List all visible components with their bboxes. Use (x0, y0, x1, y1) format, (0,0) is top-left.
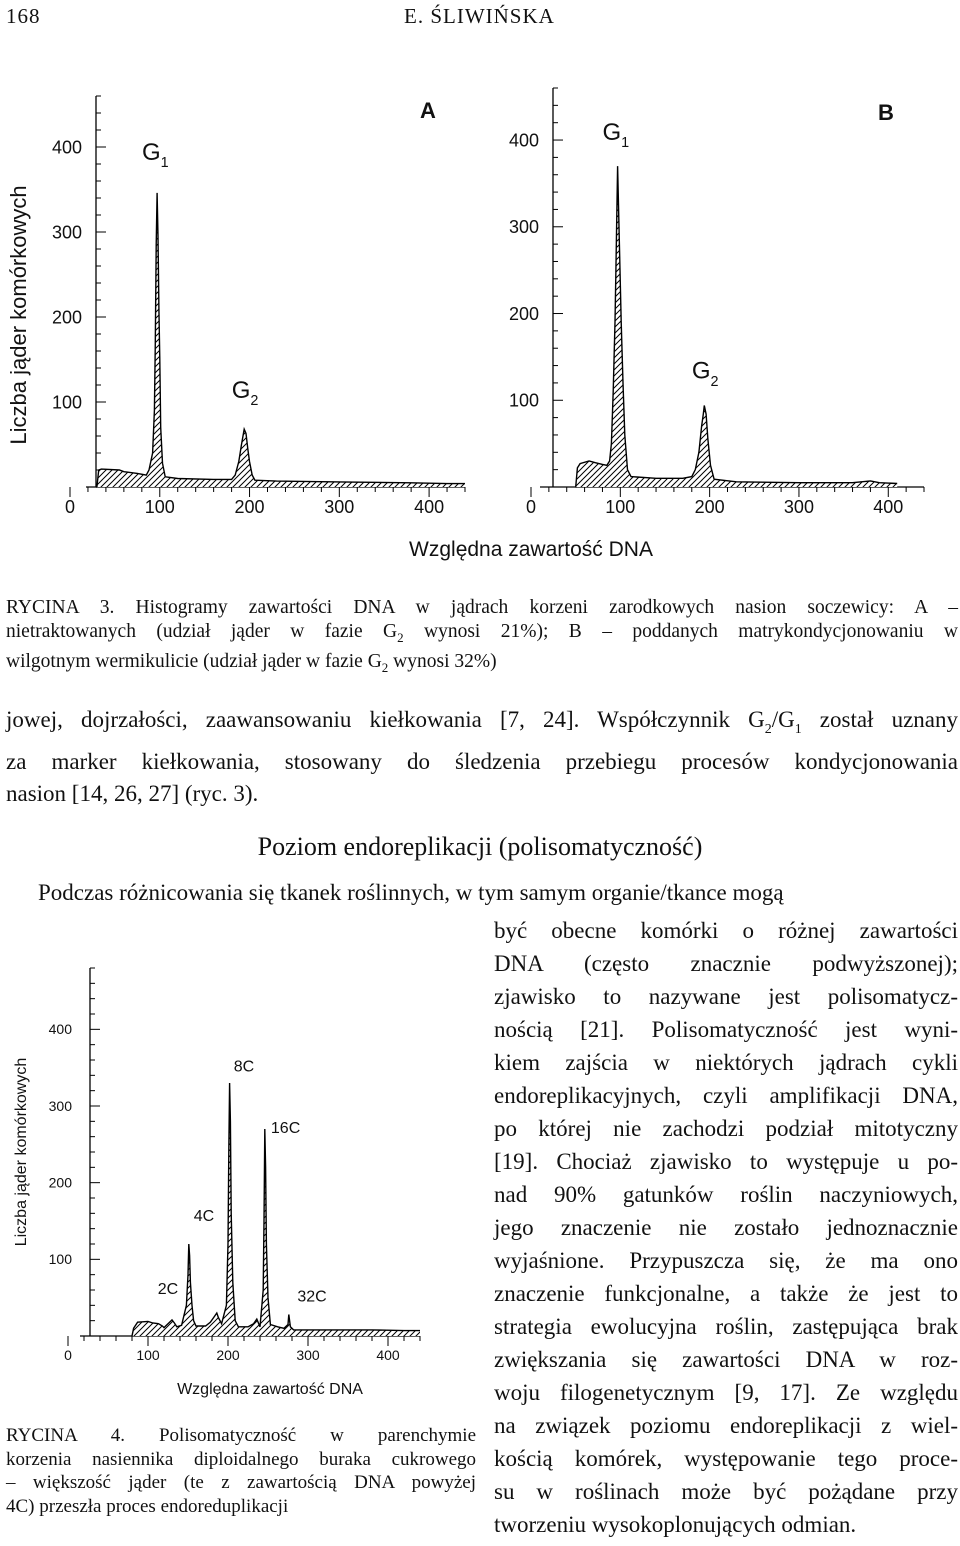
fig3b-peak-label-sub: 1 (621, 135, 630, 152)
fig3a-peak-label-sub: 1 (160, 154, 169, 171)
fig3-caption-line3-sub: 2 (381, 660, 389, 675)
para2-line: su w roślinach może być pożądane przy (494, 1479, 958, 1504)
fig3a-peak-label-main: G (231, 376, 251, 404)
para1-line1-a: jowej, dojrzałości, zaawansowaniu kiełkowania [7, 24]. Współczynnik G (6, 707, 765, 732)
fig3b-x-tick-label: 400 (873, 497, 904, 517)
fig4-peak-label-main: 8C (233, 1058, 255, 1076)
fig4-y-tick-label: 400 (48, 1021, 72, 1038)
fig4-peak-label-main: 2C (157, 1280, 179, 1298)
fig3-x-axis-label: Względna zawartość DNA (409, 538, 653, 561)
fig3-panel-a (52, 96, 465, 517)
fig3a-panel-letter: A (420, 98, 436, 123)
fig3-caption-line2-sub: 2 (397, 630, 404, 645)
para1-line3: nasion [14, 26, 27] (ryc. 3). (6, 781, 259, 806)
running-header-author: E. ŚLIWIŃSKA (404, 4, 555, 28)
fig4-y-tick-label: 300 (48, 1097, 72, 1114)
fig3a-x-tick-label: 100 (144, 497, 175, 517)
para2-line: nad 90% gatunków roślin naczyniowych, (494, 1182, 958, 1207)
para2-line: być obecne komórki o różnej zawartości (494, 918, 958, 943)
para2-line: DNA (często znacznie podwyższonej); (494, 951, 958, 976)
para2-line: strategia ewolucyjna roślin, zastępująca brak (494, 1314, 958, 1339)
fig3-caption-line3-b: wynosi 32%) (388, 651, 497, 672)
para2-first-line: Podczas różnicowania się tkanek roślinnych, w tym samym organie/tkance mogą (38, 880, 784, 905)
fig3a-y-tick-label: 400 (51, 137, 82, 158)
fig4-peak-label (297, 1289, 326, 1306)
fig3a-peak-label-sub: 2 (250, 392, 259, 409)
fig3b-y-tick-label: 100 (508, 390, 539, 411)
para2-line: kością komórek, występowanie tego proce- (494, 1446, 958, 1471)
para2-line: zjawisko to nazywane jest polisomatycz- (494, 984, 958, 1009)
fig3b-x-tick-label: 100 (605, 497, 636, 517)
fig3b-y-tick-label: 300 (508, 217, 539, 238)
fig4-caption-line: 4C) przeszła proces endoreduplikacji (6, 1495, 289, 1517)
para2-line: po której nie zachodzi podział mitotyczny (494, 1116, 958, 1141)
fig3b-peak-label (603, 119, 630, 151)
para2-line: wyjaśnione. Przypuszcza się, że ma ono (494, 1248, 958, 1273)
fig3a-x-tick-label: 300 (324, 497, 355, 517)
para1-line1 (6, 704, 958, 746)
fig3a-y-tick-label: 100 (51, 392, 82, 413)
para2-line: zwiększania się zawartości DNA w roz- (494, 1347, 958, 1372)
fig3b-x-tick-label: 300 (783, 497, 814, 517)
fig3b-x-tick-label: 200 (694, 497, 725, 517)
para1-line1-c: został uznany (801, 707, 958, 732)
fig4-x-tick-label: 300 (296, 1347, 320, 1363)
fig4-x-tick-label: 0 (64, 1347, 72, 1363)
fig3b-x-tick-label: 0 (525, 497, 537, 517)
fig4-y-tick-label: 200 (48, 1174, 72, 1191)
fig3b-peak-label-main: G (691, 357, 711, 385)
fig3b-y-tick-label: 400 (508, 130, 539, 151)
fig4-y-tick-label: 100 (48, 1251, 72, 1268)
fig3a-histogram-fill (97, 193, 465, 487)
para2-line: [19]. Chociaż zjawisko to występuje u po- (494, 1149, 958, 1174)
fig3a-x-tick-label: 200 (234, 497, 265, 517)
fig3a-peak-label (142, 139, 169, 171)
para1-line1-sub1: 1 (794, 722, 802, 737)
fig3b-peak-label (692, 358, 719, 390)
fig4-x-tick-label: 400 (376, 1347, 400, 1363)
fig4-x-tick-label: 100 (136, 1347, 160, 1363)
fig3-caption-line2-a: nietraktowanych (udział jąder w fazie G (6, 621, 398, 642)
fig4-peak-label (158, 1281, 178, 1298)
fig4-peak-label (271, 1120, 300, 1137)
section-title: Poziom endoreplikacji (polisomatyczność) (257, 832, 703, 861)
fig4-caption-line: – większość jąder (te z zawartością DNA powyżej (6, 1472, 476, 1493)
fig3b-peak-label-main: G (602, 119, 622, 147)
fig4-peak-label-main: 4C (193, 1208, 215, 1225)
para2-line: na związek poziomu endoreplikacji z wiel- (494, 1413, 958, 1438)
para2-line: kiem zajścia w niektórych jądrach cykli (494, 1050, 958, 1075)
fig3-y-axis-label: Liczba jąder komórkowych (6, 185, 31, 445)
para2-column (494, 914, 958, 1541)
para2-line: nością [21]. Polisomatyczność jest wyni- (494, 1017, 958, 1042)
fig3-caption-line2 (6, 620, 958, 650)
para1-line1-b: /G (771, 707, 795, 732)
fig3b-peak-label-sub: 2 (710, 373, 719, 390)
fig4-caption-line: korzenia nasiennika diploidalnego buraka cukrowego (6, 1448, 476, 1470)
para2-line: endoreplikacyjnych, czyli amplifikacji DNA, (494, 1083, 958, 1108)
fig3a-peak-label (232, 377, 259, 409)
figure-3 (0, 30, 960, 600)
fig3b-y-tick-label: 200 (508, 303, 539, 324)
para2-line: jego znaczenie nie zostało jednoznacznie (494, 1215, 958, 1240)
figure-3-caption (6, 596, 958, 680)
fig4-peak-label (194, 1208, 214, 1225)
fig3a-peak-label-main: G (141, 138, 161, 166)
para2-line: znaczenie funkcjonalne, a także że jest to (494, 1281, 958, 1306)
fig3-panel-b (509, 88, 924, 517)
page-number: 168 (6, 4, 41, 28)
fig3b-histogram-fill (576, 166, 898, 487)
fig4-peak-label-main: 32C (297, 1288, 327, 1306)
para1-line2: za marker kiełkowania, stosowany do śledzenia przebiegu procesów kondycjonowania (6, 749, 958, 774)
fig3b-panel-letter: B (878, 100, 894, 125)
fig3-caption-line1: RYCINA 3. Histogramy zawartości DNA w jądrach korzeni zarodkowych nasion soczewicy: A – (6, 597, 958, 618)
fig4-peak-label (234, 1059, 254, 1076)
fig4-peak-label-main: 16C (270, 1119, 301, 1137)
body-paragraph-1 (6, 704, 958, 810)
para1-line1-sub2: 2 (764, 722, 772, 737)
fig3a-y-tick-label: 200 (51, 307, 82, 328)
figure-4-caption (6, 1424, 476, 1518)
fig4-caption-line: RYCINA 4. Polisomatyczność w parenchymie (6, 1425, 476, 1446)
fig4-plot (49, 968, 420, 1363)
fig3a-x-tick-label: 0 (64, 497, 76, 517)
fig3-caption-line3-a: wilgotnym wermikulicie (udział jąder w fazie G (6, 651, 382, 672)
fig4-x-axis-label: Względna zawartość DNA (177, 1381, 363, 1398)
para2-line: woju filogenetycznym [9, 17]. Ze względu (494, 1380, 958, 1405)
fig3a-histogram-line (97, 193, 465, 487)
figure-4 (0, 960, 480, 1400)
fig3a-y-tick-label: 300 (51, 222, 82, 243)
fig4-y-axis-label: Liczba jąder komórkowych (13, 1057, 30, 1247)
fig3a-x-tick-label: 400 (414, 497, 445, 517)
fig3-caption-line2-b: wynosi 21%); B – poddanych matrykondycjonowaniu w (403, 621, 958, 642)
fig4-x-tick-label: 200 (216, 1347, 240, 1363)
para2-line: tworzeniu wysokoplonujących odmian. (494, 1512, 857, 1537)
fig3-caption-line3 (6, 650, 958, 680)
